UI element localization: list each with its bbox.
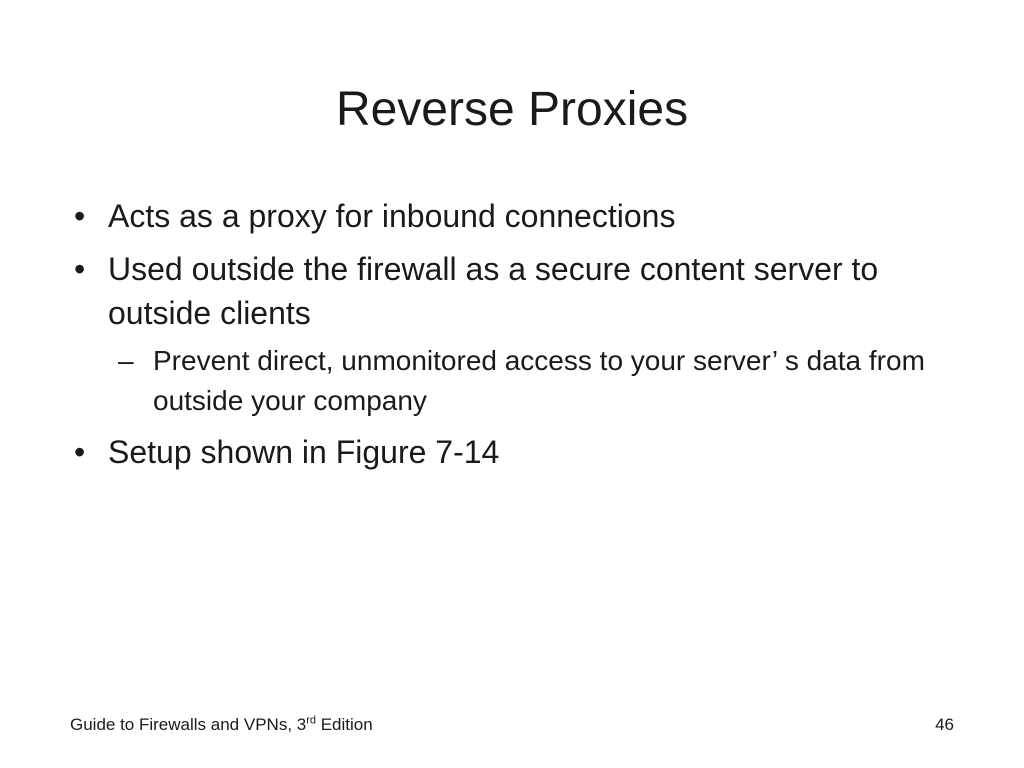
bullet-item — [70, 194, 970, 238]
footer-title-text: Guide to Firewalls and VPNs, 3 — [70, 715, 307, 734]
footer-book-title — [70, 713, 373, 737]
slide-title: Reverse Proxies — [335, 83, 689, 136]
bullet-text: Acts as a proxy for inbound connections — [108, 198, 676, 234]
bullet-text: Used outside the firewall as a secure content server to outside clients — [108, 251, 879, 331]
bullet-marker: • — [74, 198, 86, 234]
bullet-item — [70, 247, 970, 421]
bullet-list — [70, 194, 970, 483]
bullet-marker: • — [74, 251, 86, 287]
bullet-marker: • — [74, 434, 86, 470]
sub-bullet-item — [108, 341, 970, 421]
bullet-item — [70, 430, 970, 474]
sub-bullet-text: Prevent direct, unmonitored access to your server’ s data from outside your company — [153, 345, 925, 416]
footer-edition-superscript: rd — [306, 714, 316, 727]
footer-edition-suffix: Edition — [316, 715, 373, 734]
sub-bullet-marker: – — [118, 345, 134, 376]
sub-bullet-list — [108, 341, 970, 421]
page-number: 46 — [935, 715, 954, 734]
bullet-text: Setup shown in Figure 7-14 — [108, 434, 500, 470]
